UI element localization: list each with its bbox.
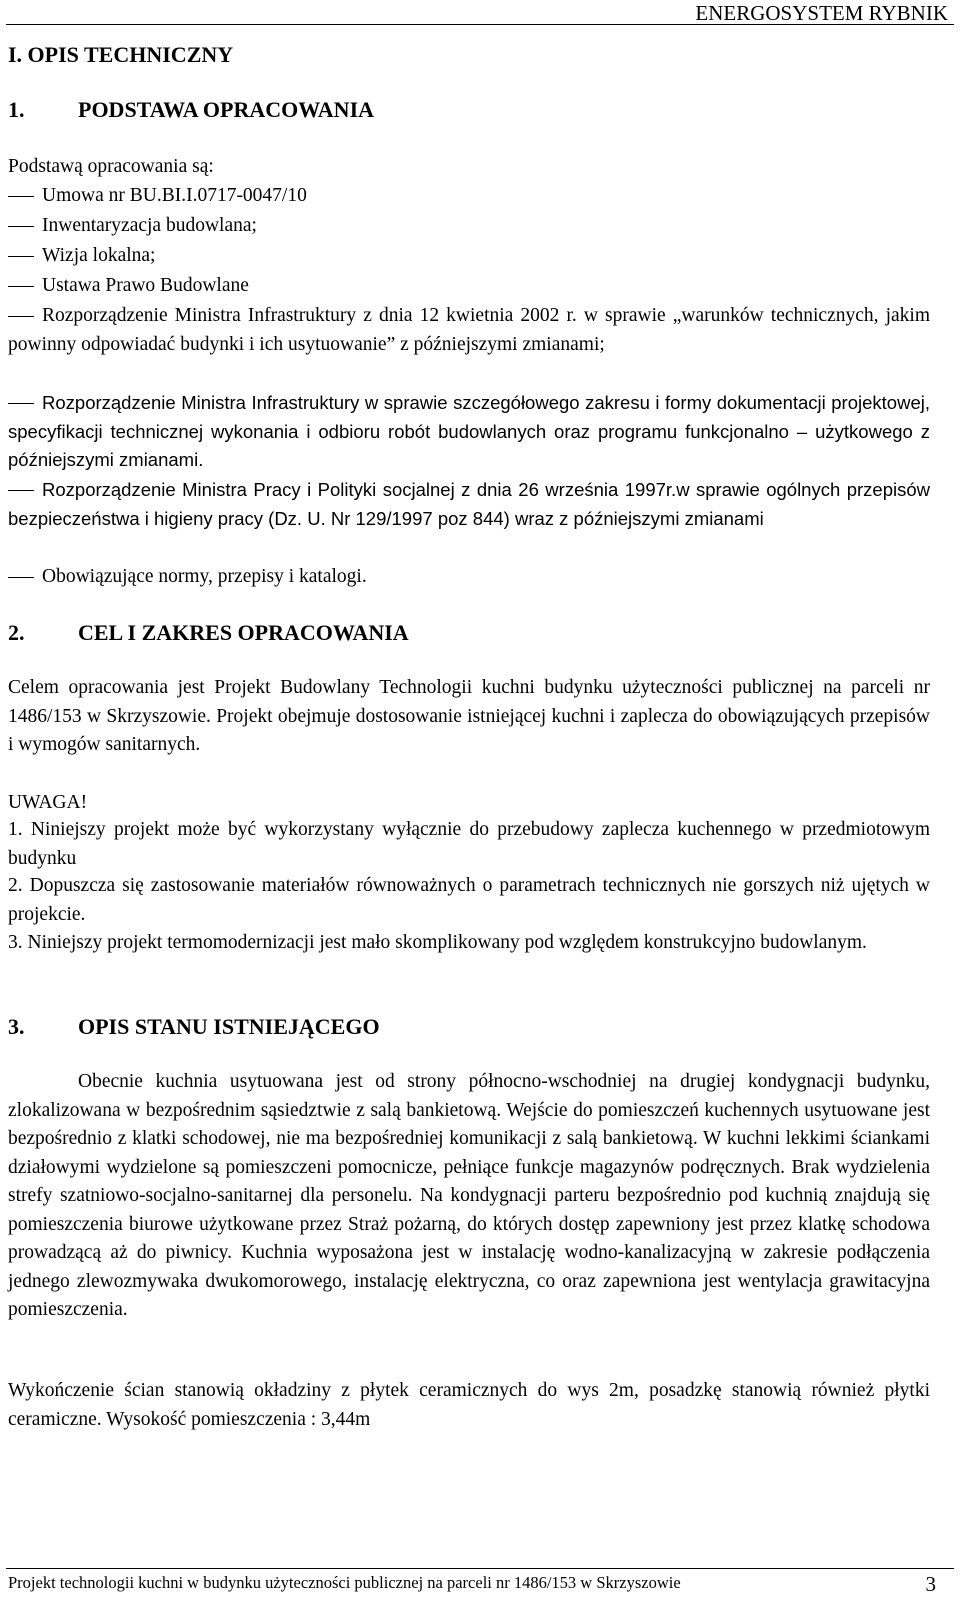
section-1-number: 1. (8, 97, 25, 122)
existing-state-paragraph: Obecnie kuchnia usytuowana jest od strony północno-wschodniej na drugiej kondygnacji budynku, zlokalizowana w bezpośrednim sąsiedztwie z salą bankietową. Wejście do pomieszczeń kuchennych usytuowane jest bezpośrednio z klatki schodowej, nie ma bezpośredniej komunikacji z salą bankietową. W kuchni lekkimi ściankami działowymi wydzielone są pomieszczeni pomocnicze, pełniące funkcje magazynów podręcznych. Brak wydzielenia strefy szatniowo-socjalno-sanitarnej dla personelu. Na kondygnacji parteru bezpośrednio pod kuchnią znajdują się pomieszczenia biurowe użytkowane przez Straż pożarną, do których dostęp zapewniony jest przez klatkę schodowa prowadzącą aż do piwnicy. Kuchnia wyposażona jest w instalację wodno-kanalizacyjną w zakresie podłączenia jednego zlewozmywaka dwukomorowego, instalację elektryczna, co oraz zapewniona jest wentylacja grawitacyjna pomieszczenia. (8, 1071, 930, 1320)
list-item: Rozporządzenie Ministra Infrastruktury z dnia 12 kwietnia 2002 r. w sprawie „warunków technicznych, jakim powinny odpowiadać budynki i ich usytuowanie” z późniejszymi zmianami; (8, 305, 930, 355)
list-item: Umowa nr BU.BI.I.0717-0047/10 (42, 185, 307, 206)
basis-intro: Podstawą opracowania są: (8, 156, 214, 177)
warning-title: UWAGA! (8, 792, 88, 813)
chapter-title: I. OPIS TECHNICZNY (8, 42, 234, 67)
header-rule (6, 24, 954, 25)
section-1-title: PODSTAWA OPRACOWANIA (78, 97, 375, 122)
company-header: ENERGOSYSTEM RYBNIK (695, 1, 948, 25)
purpose-paragraph: Celem opracowania jest Projekt Budowlany Technologii kuchni budynku użyteczności publicznej na parceli nr 1486/153 w Skrzyszowie. Projekt obejmuje dostosowanie istniejącej kuchni i zaplecza do obowiązujących przepisów i wymogów sanitarnych. (8, 677, 930, 755)
footer-rule (6, 1568, 954, 1569)
footer-text: Projekt technologii kuchni w budynku użyteczności publicznej na parceli nr 1486/153 w Skrzyszowie (8, 1573, 681, 1592)
page-number: 3 (925, 1572, 936, 1596)
section-3-number: 3. (8, 1014, 25, 1039)
section-3-heading (8, 1014, 380, 1040)
list-item: Rozporządzenie Ministra Pracy i Polityki socjalnej z dnia 26 września 1997r.w sprawie ogólnych przepisów bezpieczeństwa i higieny pracy (Dz. U. Nr 129/1997 poz 844) wraz z późniejszymi zmianami (8, 479, 930, 529)
section-3-title: OPIS STANU ISTNIEJĄCEGO (78, 1014, 380, 1039)
section-2-title: CEL I ZAKRES OPRACOWANIA (78, 620, 409, 645)
section-2-number: 2. (8, 620, 25, 645)
list-item: Ustawa Prawo Budowlane (42, 275, 249, 296)
list-item: Rozporządzenie Ministra Infrastruktury w sprawie szczegółowego zakresu i formy dokumentacji projektowej, specyfikacji technicznej wykonania i odbioru robót budowlanych oraz programu funkcjonalno – użytkowego z późniejszymi zmianami. (8, 392, 930, 470)
section-2-heading (8, 620, 409, 646)
list-item: Inwentaryzacja budowlana; (42, 215, 257, 236)
warning-item: 3. Niniejszy projekt termomodernizacji jest mało skomplikowany pod względem konstrukcyjno budowlanym. (8, 932, 867, 953)
list-item: Obowiązujące normy, przepisy i katalogi. (42, 566, 367, 587)
section-1-heading (8, 97, 374, 123)
finishes-paragraph: Wykończenie ścian stanowią okładziny z płytek ceramicznych do wys 2m, posadzkę stanowią również płytki ceramiczne. Wysokość pomieszczenia : 3,44m (8, 1380, 930, 1430)
warning-item: 2. Dopuszcza się zastosowanie materiałów równoważnych o parametrach technicznych nie gorszych niż ujętych w projekcie. (8, 875, 930, 925)
warning-item: 1. Niniejszy projekt może być wykorzystany wyłącznie do przebudowy zaplecza kuchennego w przedmiotowym budynku (8, 819, 930, 869)
list-item: Wizja lokalna; (42, 245, 156, 266)
